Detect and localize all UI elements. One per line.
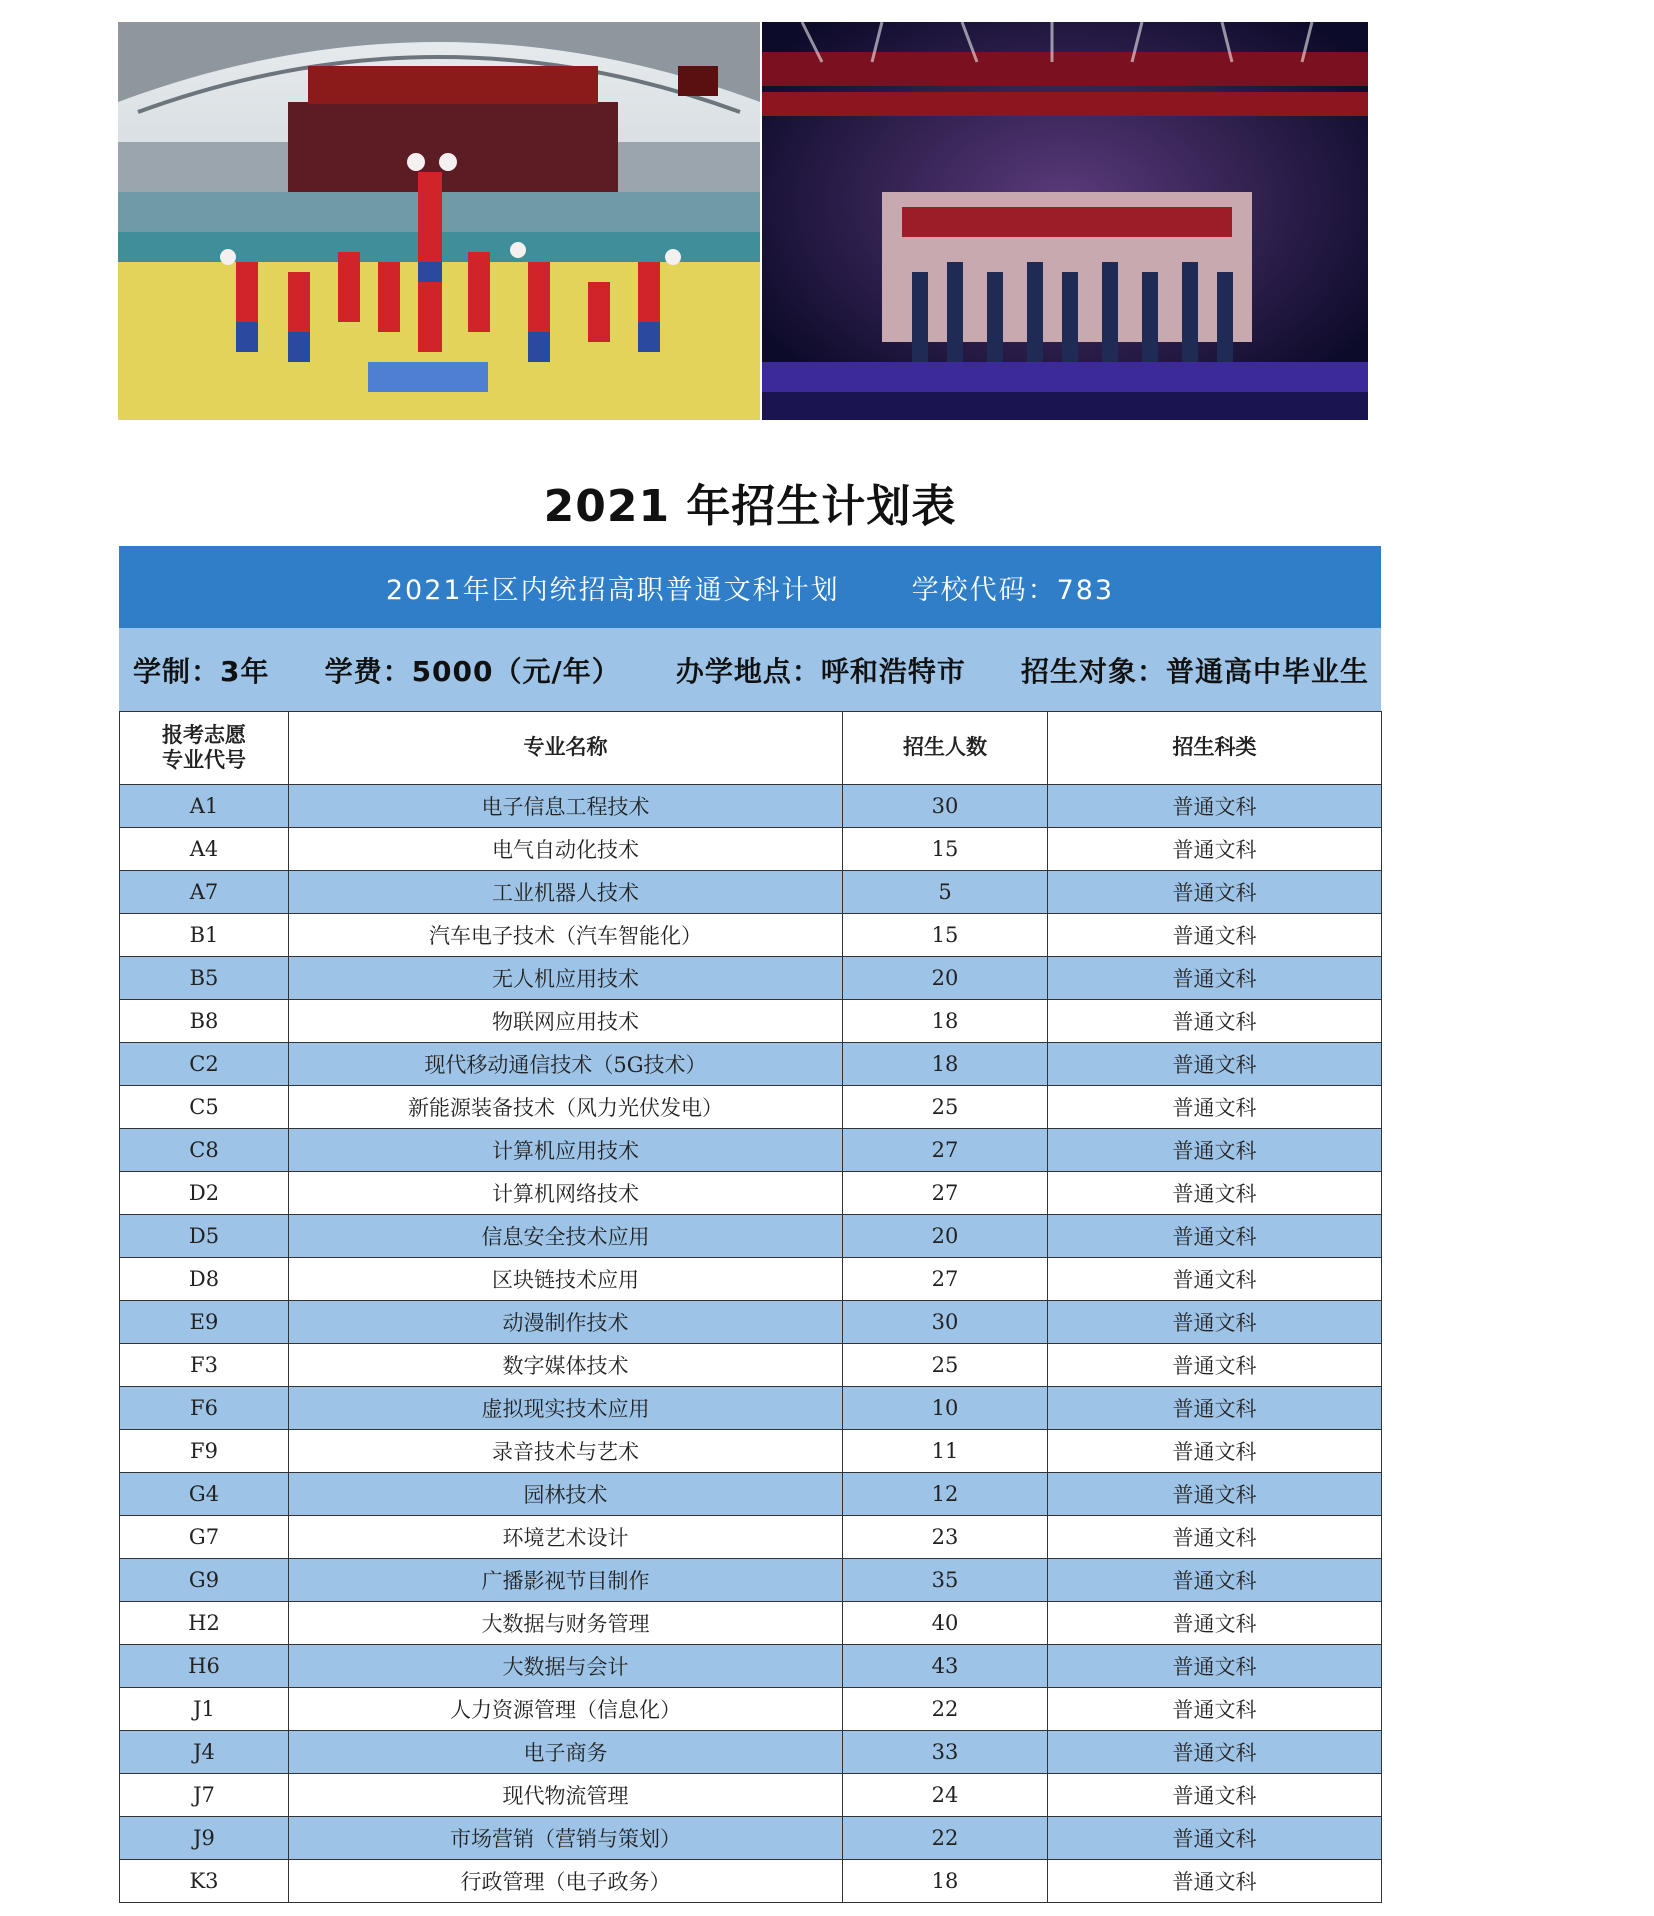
cell-count: 20 (843, 957, 1048, 1000)
header-code-line2: 专业代号 (162, 748, 246, 772)
target-info: 招生对象：普通高中毕业生 (1020, 655, 1369, 688)
cell-category: 普通文科 (1048, 1774, 1382, 1817)
cell-category: 普通文科 (1048, 1430, 1382, 1473)
cell-count: 30 (843, 1301, 1048, 1344)
cell-count: 22 (843, 1817, 1048, 1860)
cell-code: C2 (120, 1043, 289, 1086)
cell-major: 计算机网络技术 (289, 1172, 843, 1215)
table-row (120, 1516, 1382, 1559)
cell-code: K3 (120, 1860, 289, 1903)
table-row (120, 1043, 1382, 1086)
cell-category: 普通文科 (1048, 1000, 1382, 1043)
table-row (120, 871, 1382, 914)
cell-major: 大数据与会计 (289, 1645, 843, 1688)
cell-code: F6 (120, 1387, 289, 1430)
cell-code: G7 (120, 1516, 289, 1559)
cell-count: 18 (843, 1000, 1048, 1043)
cell-major: 现代物流管理 (289, 1774, 843, 1817)
cell-category: 普通文科 (1048, 1215, 1382, 1258)
enrollment-plan-table (119, 546, 1381, 1903)
cell-count: 33 (843, 1731, 1048, 1774)
cell-major: 大数据与财务管理 (289, 1602, 843, 1645)
cell-category: 普通文科 (1048, 1043, 1382, 1086)
cell-code: B1 (120, 914, 289, 957)
cell-category: 普通文科 (1048, 828, 1382, 871)
cell-count: 27 (843, 1172, 1048, 1215)
cell-count: 35 (843, 1559, 1048, 1602)
cell-code: G9 (120, 1559, 289, 1602)
cell-category: 普通文科 (1048, 1387, 1382, 1430)
table-row (120, 1215, 1382, 1258)
table-row (120, 914, 1382, 957)
table-row (120, 1387, 1382, 1430)
header-count: 招生人数 (843, 712, 1048, 785)
cell-category: 普通文科 (1048, 1086, 1382, 1129)
cell-count: 18 (843, 1043, 1048, 1086)
table-row (120, 1731, 1382, 1774)
cell-count: 24 (843, 1774, 1048, 1817)
cell-category: 普通文科 (1048, 1731, 1382, 1774)
table-row (120, 1086, 1382, 1129)
cell-code: A1 (120, 785, 289, 828)
header-code-line1: 报考志愿 (162, 722, 246, 747)
majors-table (119, 711, 1382, 1903)
cell-category: 普通文科 (1048, 1258, 1382, 1301)
cell-major: 物联网应用技术 (289, 1000, 843, 1043)
cell-count: 23 (843, 1516, 1048, 1559)
cell-code: D8 (120, 1258, 289, 1301)
cell-code: C8 (120, 1129, 289, 1172)
table-row (120, 957, 1382, 1000)
cell-code: B5 (120, 957, 289, 1000)
table-row (120, 1129, 1382, 1172)
cell-category: 普通文科 (1048, 1172, 1382, 1215)
school-code: 学校代码：783 (911, 574, 1115, 606)
cell-major: 动漫制作技术 (289, 1301, 843, 1344)
cell-code: H6 (120, 1645, 289, 1688)
cell-count: 20 (843, 1215, 1048, 1258)
cell-category: 普通文科 (1048, 1559, 1382, 1602)
cell-category: 普通文科 (1048, 1860, 1382, 1903)
cell-major: 行政管理（电子政务） (289, 1860, 843, 1903)
table-row (120, 1817, 1382, 1860)
cell-major: 电气自动化技术 (289, 828, 843, 871)
table-row (120, 1559, 1382, 1602)
location-info: 办学地点：呼和浩特市 (675, 655, 966, 688)
cell-major: 区块链技术应用 (289, 1258, 843, 1301)
cell-major: 录音技术与艺术 (289, 1430, 843, 1473)
cell-category: 普通文科 (1048, 1645, 1382, 1688)
cell-category: 普通文科 (1048, 1688, 1382, 1731)
cell-category: 普通文科 (1048, 914, 1382, 957)
cell-count: 11 (843, 1430, 1048, 1473)
table-row (120, 1172, 1382, 1215)
cell-code: J7 (120, 1774, 289, 1817)
cell-category: 普通文科 (1048, 1344, 1382, 1387)
cell-category: 普通文科 (1048, 1817, 1382, 1860)
cell-major: 虚拟现实技术应用 (289, 1387, 843, 1430)
table-row (120, 1430, 1382, 1473)
cell-category: 普通文科 (1048, 1301, 1382, 1344)
cell-count: 10 (843, 1387, 1048, 1430)
cell-code: F9 (120, 1430, 289, 1473)
table-row (120, 1000, 1382, 1043)
cell-code: G4 (120, 1473, 289, 1516)
table-row (120, 1774, 1382, 1817)
cell-code: J4 (120, 1731, 289, 1774)
table-row (120, 1602, 1382, 1645)
cell-category: 普通文科 (1048, 1516, 1382, 1559)
cell-major: 无人机应用技术 (289, 957, 843, 1000)
cell-code: D2 (120, 1172, 289, 1215)
cell-major: 人力资源管理（信息化） (289, 1688, 843, 1731)
cell-major: 现代移动通信技术（5G技术） (289, 1043, 843, 1086)
table-row (120, 1473, 1382, 1516)
cell-code: A7 (120, 871, 289, 914)
cell-code: E9 (120, 1301, 289, 1344)
cell-major: 新能源装备技术（风力光伏发电） (289, 1086, 843, 1129)
cell-code: D5 (120, 1215, 289, 1258)
page-title: 2021 年招生计划表 (543, 481, 957, 532)
table-row (120, 1344, 1382, 1387)
plan-title: 2021年区内统招高职普通文科计划 (385, 574, 840, 606)
cell-count: 30 (843, 785, 1048, 828)
cell-code: F3 (120, 1344, 289, 1387)
cell-code: J9 (120, 1817, 289, 1860)
table-row (120, 1258, 1382, 1301)
cell-major: 电子信息工程技术 (289, 785, 843, 828)
cell-count: 15 (843, 828, 1048, 871)
table-row (120, 785, 1382, 828)
cell-count: 22 (843, 1688, 1048, 1731)
cell-count: 5 (843, 871, 1048, 914)
table-header-row (120, 712, 1382, 785)
cell-major: 电子商务 (289, 1731, 843, 1774)
stage-performance-photo (762, 22, 1368, 420)
cell-category: 普通文科 (1048, 785, 1382, 828)
table-row (120, 1688, 1382, 1731)
cell-major: 广播影视节目制作 (289, 1559, 843, 1602)
cell-code: A4 (120, 828, 289, 871)
cell-count: 27 (843, 1258, 1048, 1301)
cell-category: 普通文科 (1048, 1129, 1382, 1172)
cell-major: 计算机应用技术 (289, 1129, 843, 1172)
cell-major: 环境艺术设计 (289, 1516, 843, 1559)
cell-code: B8 (120, 1000, 289, 1043)
cell-code: J1 (120, 1688, 289, 1731)
plan-banner (119, 546, 1381, 629)
cell-major: 汽车电子技术（汽车智能化） (289, 914, 843, 957)
cheerleading-team-photo (118, 22, 760, 420)
table-row (120, 1645, 1382, 1688)
cell-count: 18 (843, 1860, 1048, 1903)
cell-count: 25 (843, 1344, 1048, 1387)
table-row (120, 1301, 1382, 1344)
cell-major: 工业机器人技术 (289, 871, 843, 914)
duration-info: 学制：3年 (133, 655, 270, 688)
cell-code: H2 (120, 1602, 289, 1645)
cell-category: 普通文科 (1048, 1473, 1382, 1516)
cell-major: 园林技术 (289, 1473, 843, 1516)
cell-count: 25 (843, 1086, 1048, 1129)
cell-count: 15 (843, 914, 1048, 957)
cell-category: 普通文科 (1048, 957, 1382, 1000)
header-code (120, 712, 289, 785)
header-category: 招生科类 (1048, 712, 1382, 785)
cell-major: 数字媒体技术 (289, 1344, 843, 1387)
cell-major: 市场营销（营销与策划） (289, 1817, 843, 1860)
plan-info-bar (119, 629, 1381, 711)
cell-count: 27 (843, 1129, 1048, 1172)
cell-code: C5 (120, 1086, 289, 1129)
cell-category: 普通文科 (1048, 871, 1382, 914)
cell-count: 43 (843, 1645, 1048, 1688)
header-major: 专业名称 (289, 712, 843, 785)
table-row (120, 1860, 1382, 1903)
cell-category: 普通文科 (1048, 1602, 1382, 1645)
cell-count: 12 (843, 1473, 1048, 1516)
cell-major: 信息安全技术应用 (289, 1215, 843, 1258)
table-row (120, 828, 1382, 871)
tuition-info: 学费：5000（元/年） (324, 655, 621, 688)
cell-count: 40 (843, 1602, 1048, 1645)
